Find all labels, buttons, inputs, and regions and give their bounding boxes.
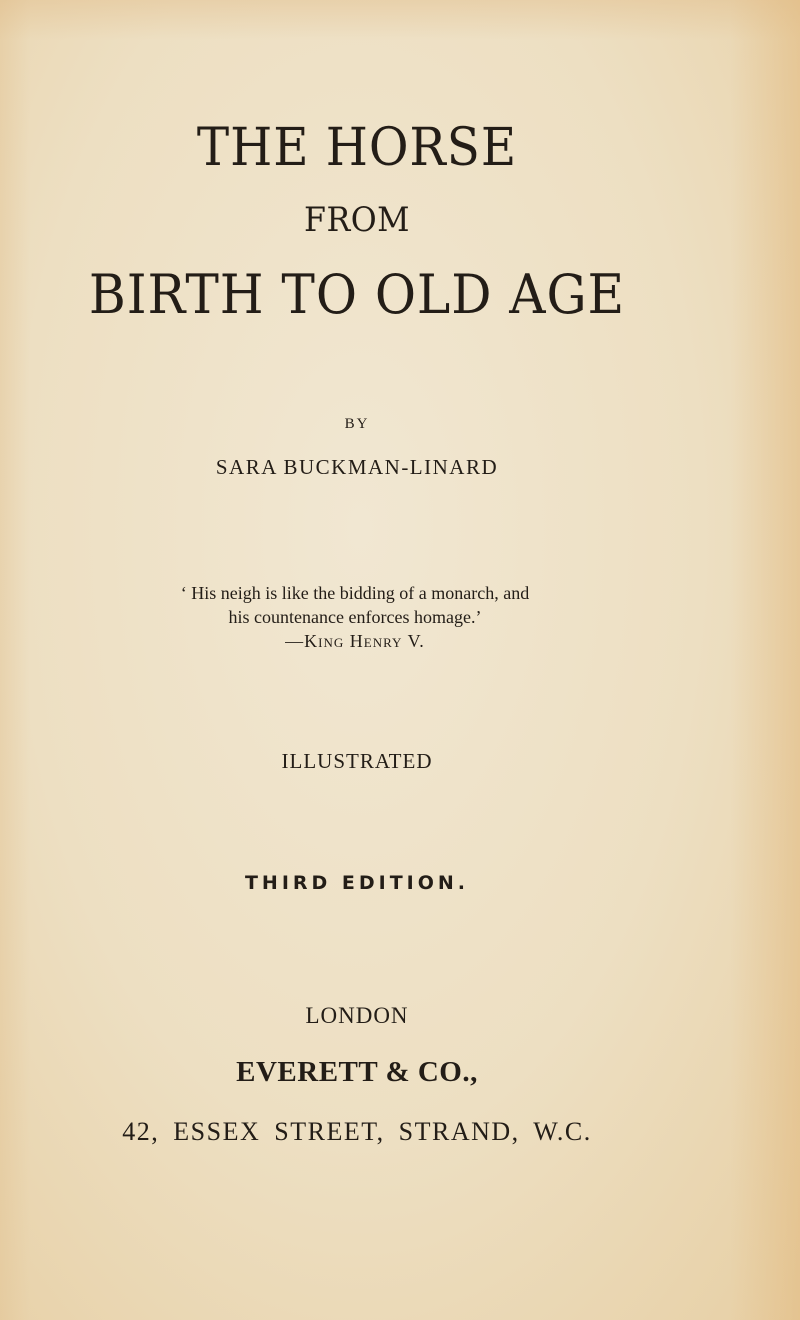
- page-aging-top: [0, 0, 800, 40]
- author-name: SARA BUCKMAN-LINARD: [215, 455, 499, 479]
- illustrated-label: ILLUSTRATED: [281, 749, 433, 773]
- epigraph-attribution: —King Henry V.: [285, 631, 425, 651]
- publisher-city: LONDON: [305, 1003, 409, 1028]
- edition-label: THIRD EDITION.: [244, 872, 470, 894]
- title-line-2: FROM: [304, 200, 410, 240]
- epigraph-line-1: ‘ His neigh is like the bidding of a monarch, and: [180, 583, 530, 603]
- title-line-3: BIRTH TO OLD AGE: [88, 263, 626, 326]
- title-line-1: THE HORSE: [196, 118, 518, 178]
- by-label: BY: [344, 416, 370, 432]
- publisher-address: 42, ESSEX STREET, STRAND, W.C.: [122, 1117, 592, 1146]
- page-aging-right: [730, 0, 800, 1320]
- epigraph-line-2: his countenance enforces homage.’: [228, 607, 482, 627]
- publisher-name: EVERETT & CO.,: [236, 1056, 478, 1088]
